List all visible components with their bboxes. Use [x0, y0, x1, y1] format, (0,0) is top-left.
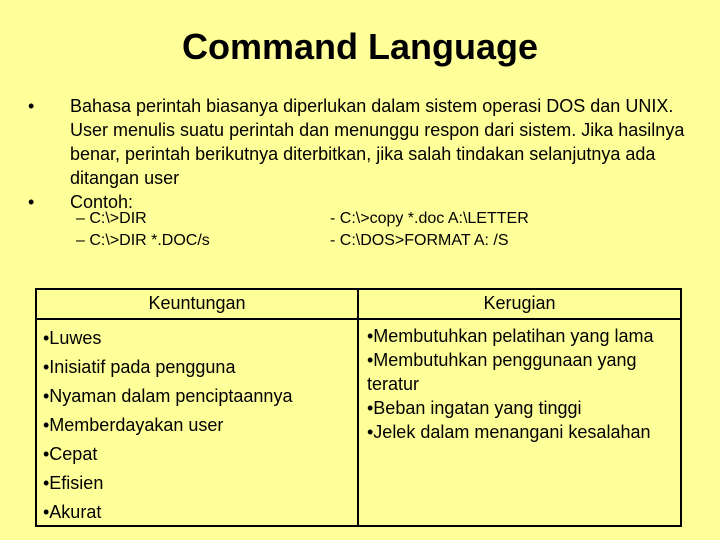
disadvantage-item: •Membutuhkan penggunaan yang teratur [367, 350, 637, 394]
bullet-item [28, 94, 698, 190]
example-command: – C:\>DIR [76, 210, 147, 227]
bullet-list [28, 94, 698, 214]
advantage-item: •Nyaman dalam penciptaannya [43, 386, 293, 406]
column-divider [357, 290, 359, 525]
examples-left [76, 208, 210, 252]
advantages-list [43, 324, 292, 527]
disadvantages-list [367, 324, 667, 444]
disadvantage-item: •Jelek dalam menangani kesalahan [367, 422, 651, 442]
advantage-item: •Memberdayakan user [43, 415, 224, 435]
bullet-text: Bahasa perintah biasanya diperlukan dalam sistem operasi DOS dan UNIX. User menulis suatu perintah dan menunggu respon dari sistem. Jika hasilnya benar, perintah berikutnya diterbitkan, jika salah tindakan selanjutnya ada ditangan user [70, 96, 685, 188]
example-command: – C:\>DIR *.DOC/s [76, 232, 210, 249]
example-command: - C:\DOS>FORMAT A: /S [330, 232, 509, 249]
comparison-table [35, 288, 682, 527]
examples-right [330, 208, 529, 252]
disadvantage-item: •Membutuhkan pelatihan yang lama [367, 326, 654, 346]
header-keuntungan: Keuntungan [148, 293, 246, 313]
advantage-item: •Efisien [43, 473, 104, 493]
advantage-item: •Inisiatif pada pengguna [43, 357, 236, 377]
bullet-text: Contoh: [70, 192, 134, 212]
header-divider [37, 318, 680, 320]
example-command: - C:\>copy *.doc A:\LETTER [330, 210, 529, 227]
slide-title: Command Language [181, 26, 539, 67]
bullet-marker: • [28, 96, 35, 116]
advantage-item: •Luwes [43, 328, 102, 348]
bullet-marker: • [28, 192, 35, 212]
disadvantage-item: •Beban ingatan yang tinggi [367, 398, 582, 418]
advantage-item: •Cepat [43, 444, 98, 464]
header-kerugian: Kerugian [483, 293, 556, 313]
advantage-item: •Akurat [43, 502, 102, 522]
